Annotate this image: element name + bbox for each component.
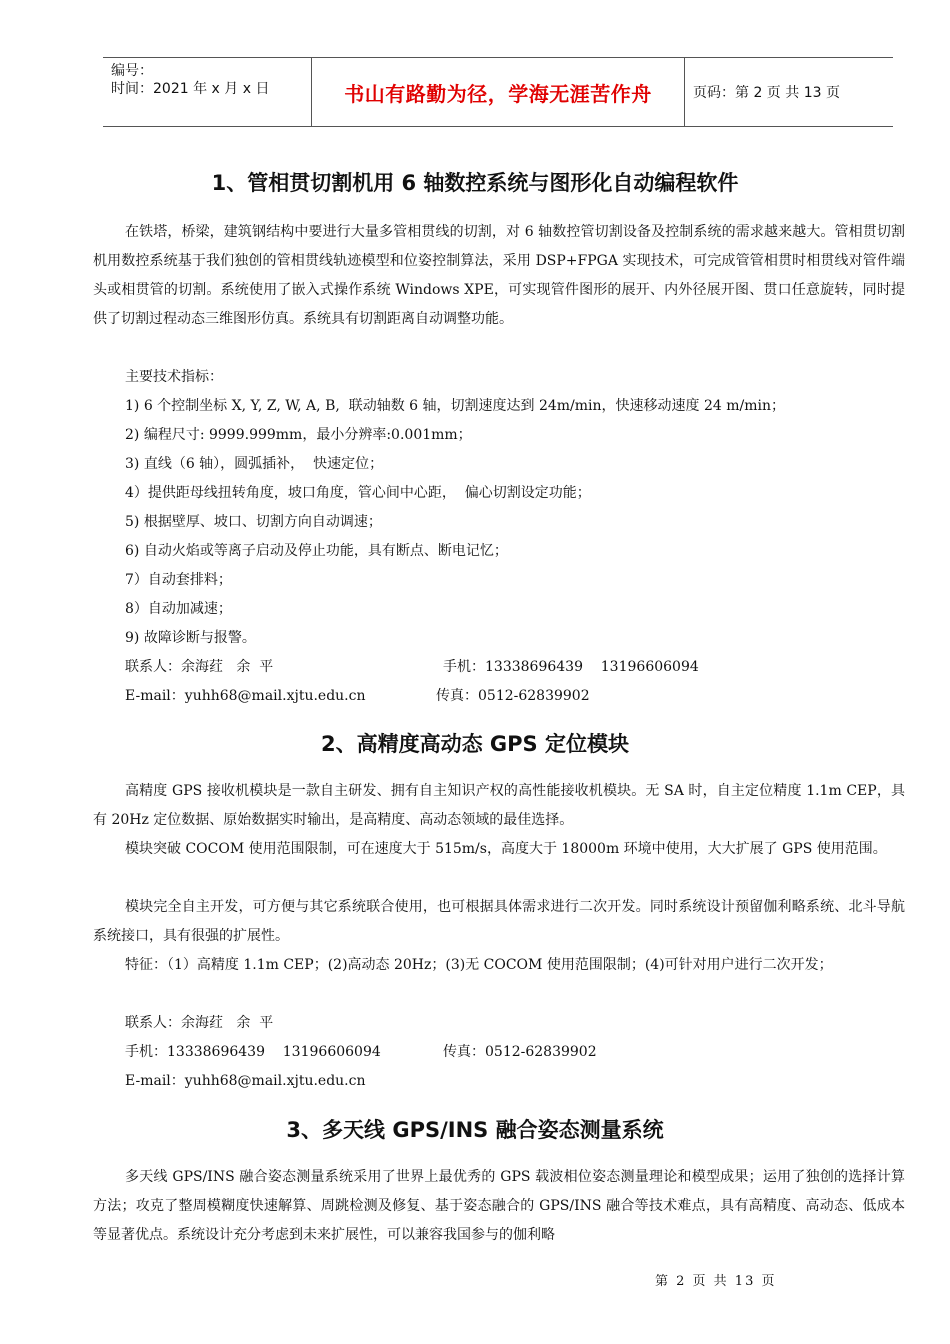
section-2-paragraph-3: 模块完全自主开发，可方便与其它系统联合使用，也可根据具体需求进行二次开发。同时系统设计预留伽利略系统、北斗导航系统接口，具有很强的扩展性。 [93, 899, 905, 944]
section-2-title: 2、高精度高动态 GPS 定位模块 [321, 732, 629, 756]
section-2-features: 特征：（1）高精度 1.1m CEP；(2)高动态 20Hz；(3)无 COCOM 使用范围限制；(4)可针对用户进行二次开发； [125, 957, 833, 973]
spec-item-2: 2) 编程尺寸: 9999.999mm，最小分辨率:0.001mm； [125, 427, 472, 443]
section-1-fax: 传真：0512-62839902 [436, 688, 590, 704]
document-time-label: 时间：2021 年 x 月 x 日 [111, 81, 270, 97]
spec-item-6: 6) 自动火焰或等离子启动及停止功能，具有断点、断电记忆； [125, 543, 508, 559]
section-2-paragraph-2: 模块突破 COCOM 使用范围限制，可在速度大于 515m/s，高度大于 18000m 环境中使用，大大扩展了 GPS 使用范围。 [125, 841, 887, 857]
section-1-mobile: 手机：13338696439 13196606094 [443, 659, 699, 675]
header-page-cell [685, 58, 893, 126]
header-page-number: 页码：第 2 页 共 13 页 [693, 85, 840, 101]
section-1-contact: 联系人：余海荭 余 平 [125, 659, 274, 675]
section-2-fax: 传真：0512-62839902 [443, 1044, 597, 1060]
section-3-paragraph: 多天线 GPS/INS 融合姿态测量系统采用了世界上最优秀的 GPS 载波相位姿态测量理论和模型成果；运用了独创的选择计算方法；攻克了整周模糊度快速解算、周跳检测及修复、基于姿态融合的 GPS/INS 融合等技术难点，具有高精度、高动态、低成本等显著优点。系统设计充分考虑到未来扩展性，可以兼容我国参与的伽利略 [93, 1169, 905, 1243]
header-meta [103, 58, 311, 126]
spec-item-1: 1) 6 个控制坐标 X, Y, Z, W, A, B, 联动轴数 6 轴，切割速度达到 24m/min，快速移动速度 24 m/min； [125, 398, 786, 414]
spec-item-8: 8）自动加减速； [125, 601, 232, 617]
section-2-email: E-mail：yuhh68@mail.xjtu.edu.cn [125, 1073, 366, 1089]
section-1-paragraph: 在铁塔，桥梁，建筑钢结构中要进行大量多管相贯线的切割，对 6 轴数控管切割设备及控制系统的需求越来越大。管相贯切割机用数控系统基于我们独创的管相贯线轨迹模型和位姿控制算法，采用 DSP+FPGA 实现技术，可完成管管相贯时相贯线对管件端头或相贯管的切割。系统使用了嵌入式操作系统 Windows XPE，可实现管件图形的展开、内外径展开图、贯口任意旋转，同时提供了切割过程动态三维图形仿真。系统具有切割距离自动调整功能。 [93, 224, 905, 327]
section-2-contact: 联系人：余海荭 余 平 [125, 1015, 274, 1031]
spec-item-4: 4）提供距母线扭转角度，坡口角度，管心间中心距， 偏心切割设定功能； [125, 485, 591, 501]
section-2-mobile: 手机：13338696439 13196606094 [125, 1044, 381, 1060]
section-1-title: 1、管相贯切割机用 6 轴数控系统与图形化自动编程软件 [211, 171, 739, 195]
spec-item-3: 3) 直线（6 轴），圆弧插补， 快速定位； [125, 456, 384, 472]
document-number-label: 编号： [111, 63, 153, 79]
page-footer: 第 2 页 共 13 页 [655, 1274, 777, 1289]
section-1-email: E-mail：yuhh68@mail.xjtu.edu.cn [125, 688, 366, 704]
header-motto-cell [311, 58, 685, 126]
section-2-paragraph-1: 高精度 GPS 接收机模块是一款自主研发、拥有自主知识产权的高性能接收机模块。无 SA 时，自主定位精度 1.1m CEP，具有 20Hz 定位数据、原始数据实时输出，是高精度、高动态领域的最佳选择。 [93, 783, 905, 828]
header-motto: 书山有路勤为径，学海无涯苦作舟 [344, 81, 652, 106]
page-header [103, 57, 893, 127]
spec-item-9: 9) 故障诊断与报警。 [125, 630, 256, 646]
spec-title: 主要技术指标： [125, 369, 223, 385]
spec-item-5: 5) 根据壁厚、坡口、切割方向自动调速； [125, 514, 382, 530]
spec-item-7: 7）自动套排料； [125, 572, 232, 588]
section-3-title: 3、多天线 GPS/INS 融合姿态测量系统 [286, 1118, 664, 1142]
